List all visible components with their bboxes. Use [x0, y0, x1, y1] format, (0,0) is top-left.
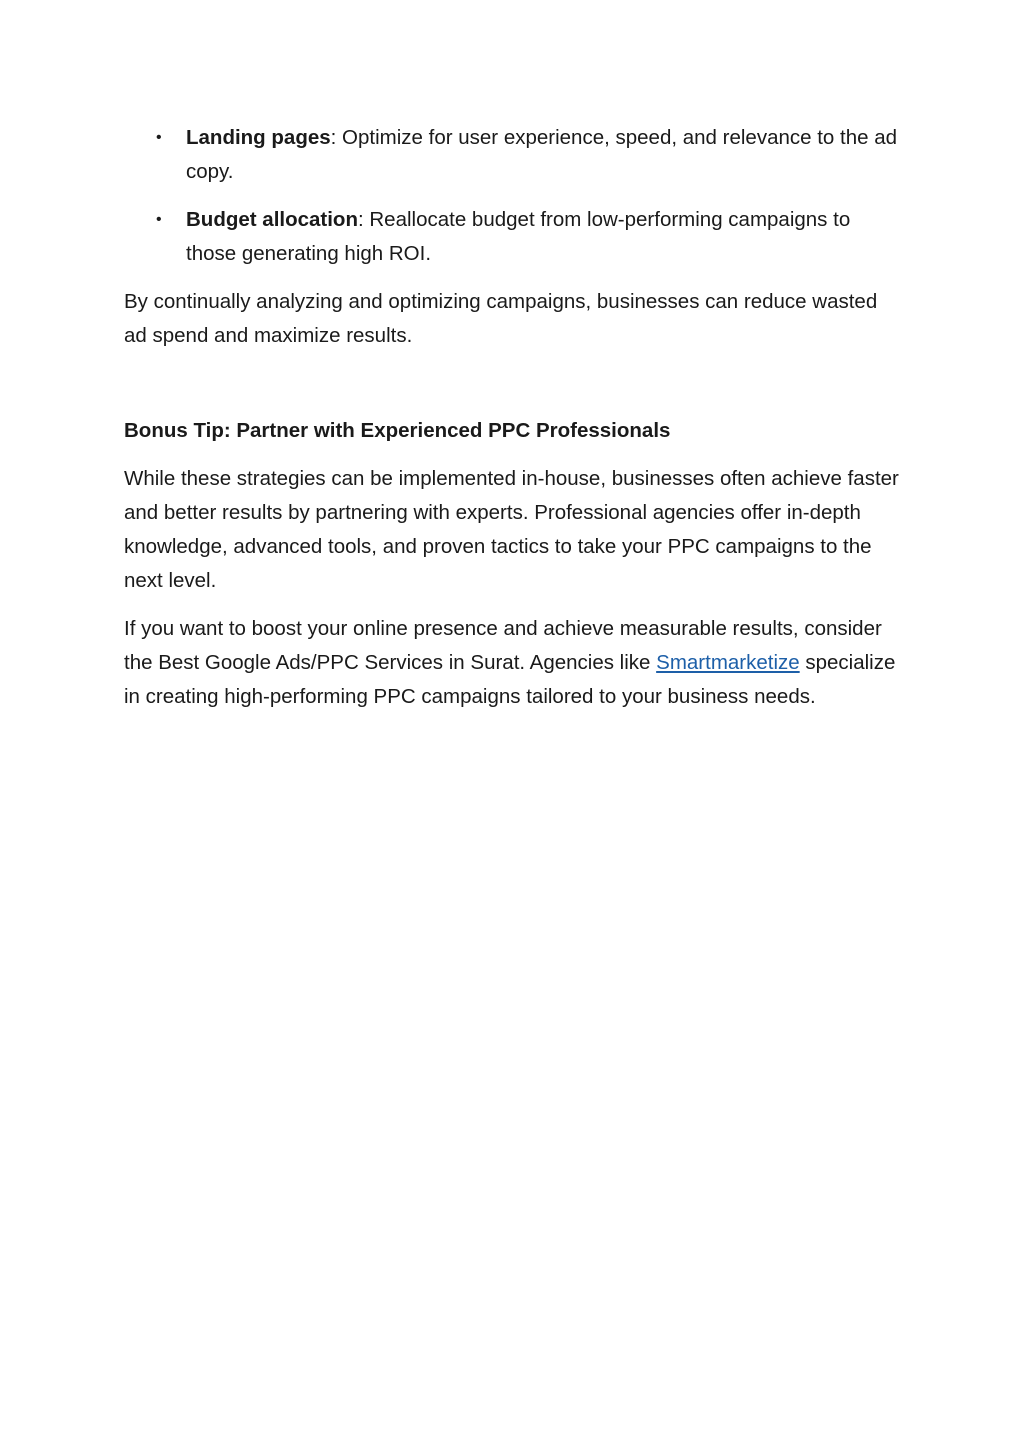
bullet-term: Budget allocation: [186, 208, 358, 231]
list-item: [124, 121, 904, 189]
smartmarketize-link[interactable]: Smartmarketize: [656, 651, 800, 674]
closing-paragraph: [124, 612, 904, 714]
bonus-paragraph: While these strategies can be implemented in-house, businesses often achieve faster and better results by partnering with experts. Professional agencies offer in-depth knowledge, advanced tools, and proven tactics to take your PPC campaigns to the next level.: [124, 467, 899, 592]
bonus-heading: Bonus Tip: Partner with Experienced PPC Professionals: [124, 419, 671, 442]
bullet-text: : Reallocate budget from low-performing campaigns to those generating high ROI.: [186, 208, 851, 265]
bullet-term: Landing pages: [186, 126, 331, 149]
bullet-dot-icon: •: [156, 129, 162, 146]
bullet-text: : Optimize for user experience, speed, and relevance to the ad copy.: [186, 126, 898, 183]
list-item: [124, 203, 904, 271]
bullet-dot-icon: •: [156, 211, 162, 228]
summary-paragraph: By continually analyzing and optimizing campaigns, businesses can reduce wasted ad spend and maximize results.: [124, 290, 878, 347]
section-spacer: [124, 367, 904, 414]
bullet-list: [124, 121, 904, 271]
closing-text-after-link: specialize in creating high-performing PPC campaigns tailored to your business needs.: [124, 651, 896, 708]
closing-text-before-link: If you want to boost your online presence and achieve measurable results, consider the Best Google Ads/PPC Services in Surat. Agencies like: [124, 617, 882, 674]
page-content: [124, 121, 904, 728]
